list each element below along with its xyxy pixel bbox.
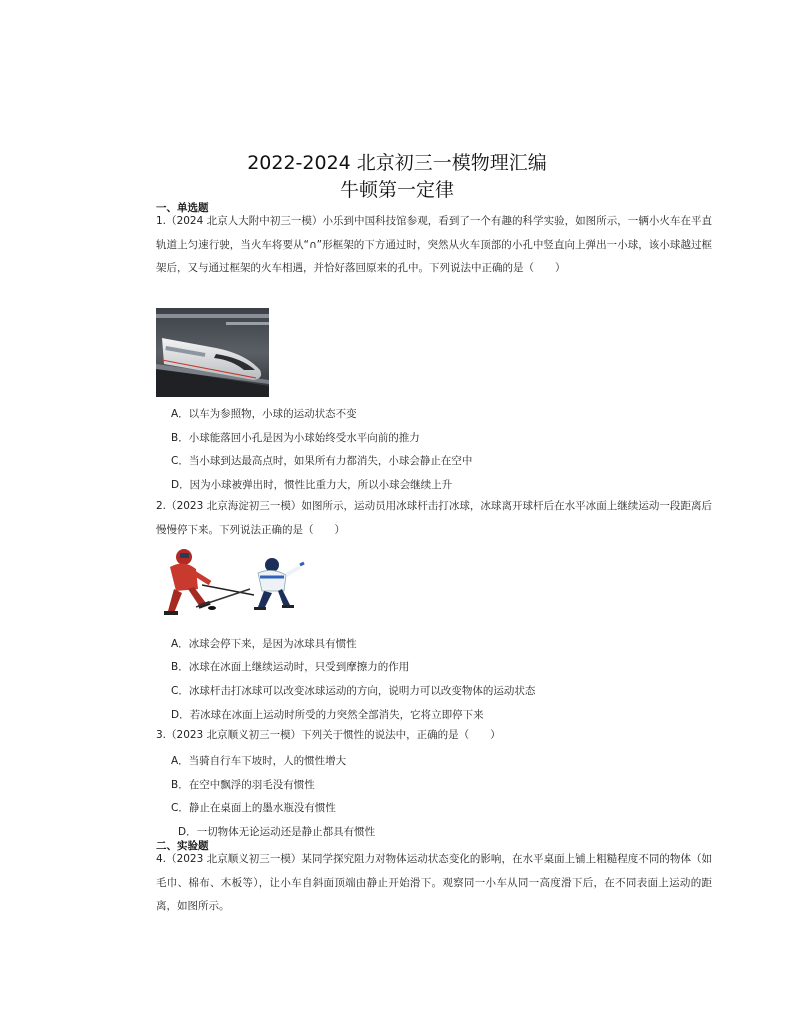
question-3-stem: 3.（2023 北京顺义初三一模）下列关于惯性的说法中，正确的是（ ）: [156, 729, 501, 741]
ice-hockey-illustration: [154, 545, 306, 620]
model-train-photo: [156, 308, 269, 397]
train-image-svg: [156, 308, 269, 397]
document-subtitle: 牛顿第一定律: [339, 179, 454, 201]
question-1-option-a: A．以车为参照物，小球的运动状态不变: [171, 408, 357, 420]
section-heading-single-choice: 一、单选题: [156, 202, 209, 214]
document-title: 2022-2024 北京初三一模物理汇编: [247, 152, 547, 174]
question-3-option-b: B．在空中飘浮的羽毛没有惯性: [171, 779, 315, 791]
question-4-stem: 4.（2023 北京顺义初三一模）某同学探究阻力对物体运动状态变化的影响，在水平桌面上铺上粗糙程度不同的物体（如毛巾、棉布、木板等），让小车自斜面顶端由静止开始滑下。观察同一小车从同一高度滑下后，在不同表面上运动的距离，如图所示。: [156, 853, 712, 912]
section-heading-experiment: 二、实验题: [156, 840, 209, 852]
question-2-option-b: B．冰球在冰面上继续运动时，只受到摩擦力的作用: [171, 661, 410, 673]
question-2-option-a: A．冰球会停下来，是因为冰球具有惯性: [171, 638, 357, 650]
question-1-stem: 1.（2024 北京人大附中初三一模）小乐到中国科技馆参观，看到了一个有趣的科学实验，如图所示，一辆小火车在平直轨道上匀速行驶，当火车将要从“∩”形框架的下方通过时，突然从火车顶部的小孔中竖直向上弹出一小球，该小球越过框架后，又与通过框架的火车相遇，并恰好落回原来的孔中。下列说法中正确的是（ ）: [156, 215, 712, 274]
question-2-option-d: D．若冰球在冰面上运动时所受的力突然全部消失，它将立即停下来: [171, 709, 484, 721]
question-3-option-d: D．一切物体无论运动还是静止都具有惯性: [178, 826, 376, 838]
question-2-stem: 2.（2023 北京海淀初三一模）如图所示，运动员用冰球杆击打冰球，冰球离开球杆后在水平冰面上继续运动一段距离后慢慢停下来。下列说法正确的是（ ）: [156, 500, 712, 536]
question-1-option-c: C．当小球到达最高点时，如果所有力都消失，小球会静止在空中: [171, 455, 473, 467]
question-3-option-c: C．静止在桌面上的墨水瓶没有惯性: [171, 802, 336, 814]
question-1-option-b: B．小球能落回小孔是因为小球始终受水平向前的推力: [171, 432, 420, 444]
question-3-option-a: A．当骑自行车下坡时，人的惯性增大: [171, 755, 347, 767]
hockey-image-svg: [154, 545, 306, 620]
question-2-option-c: C．冰球杆击打冰球可以改变冰球运动的方向，说明力可以改变物体的运动状态: [171, 685, 536, 697]
question-1-option-d: D．因为小球被弹出时，惯性比重力大，所以小球会继续上升: [171, 479, 453, 491]
